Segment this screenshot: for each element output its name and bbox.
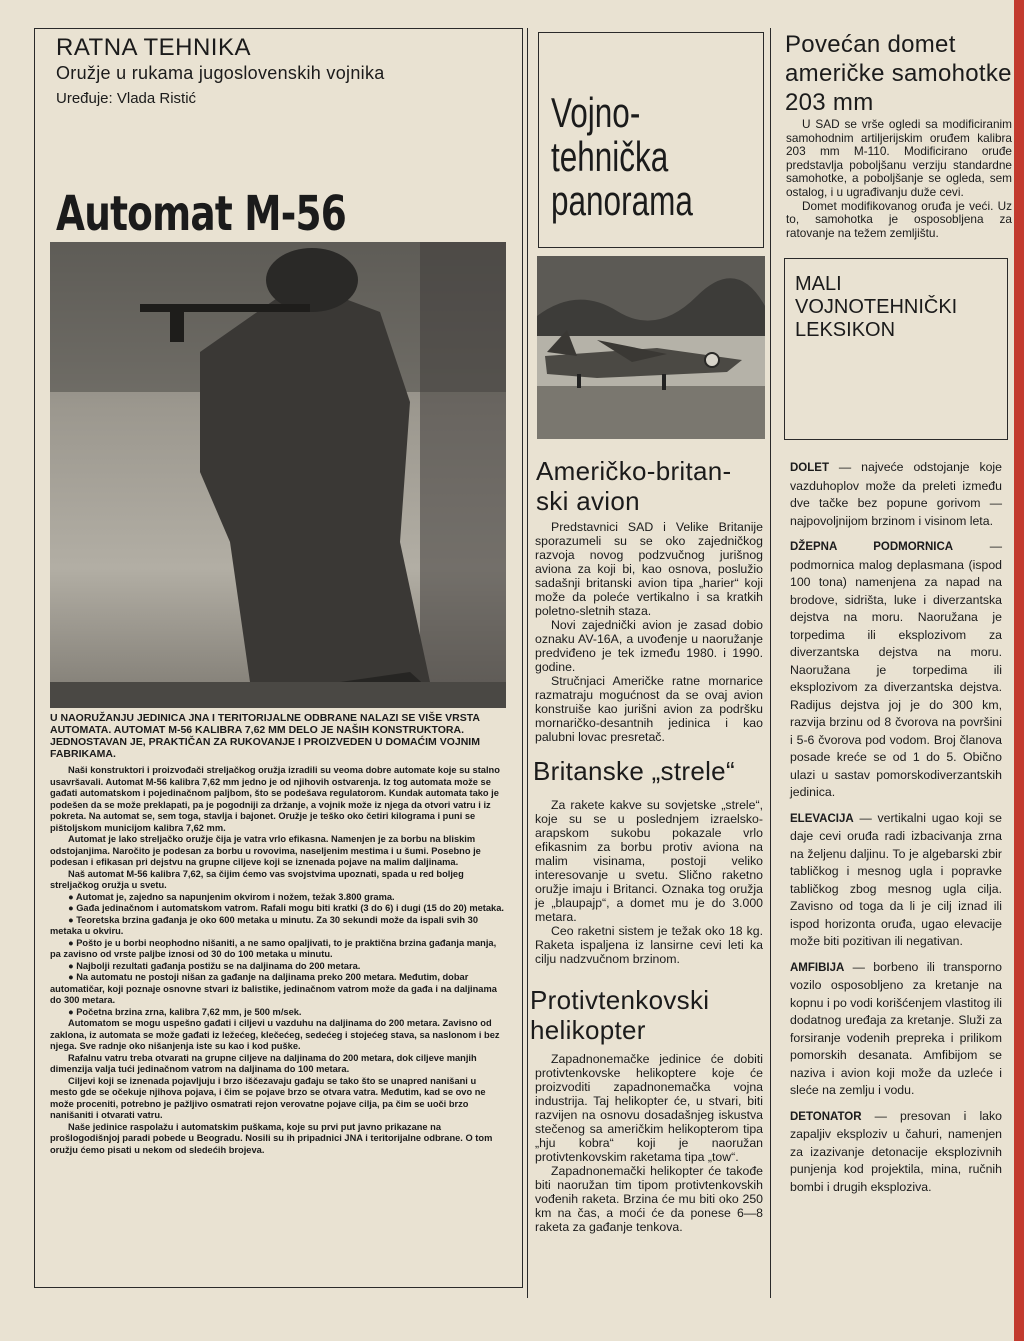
jet-photo	[537, 256, 765, 439]
article3-title: Protivtenkovski helikopter	[530, 985, 710, 1045]
main-paragraph: Rafalnu vatru treba otvarati na grupne ciljeve na daljinama do 200 metara, dok ciljeve manjih dimenzija valja tući jedinačnom vatrom na daljinama do 100 metara.	[50, 1052, 477, 1074]
lexicon-term: DOLET	[790, 462, 829, 474]
article2-paragraph: Za rakete kakve su sovjetske „strele“, koje su se u poslednjem izraelsko-arapskom sukobu pokazale vrlo efikasnim za borbu protiv aviona na malim visinama, postoji veliko interesovanje u svetu. Slično raketno oružje imaju i Britanci. Oznaka tog oružja je „blaupajp“, a domet mu je do 3.000 metara.	[535, 798, 763, 924]
lexicon-definition: — najveće odstojanje koje vazduhoplov može da preleti između dve tačke bez popune gorivom — najpovoljnijom brzinom i visinom leta.	[790, 460, 1002, 528]
lexicon-term: AMFIBIJA	[790, 961, 845, 974]
series-subtitle: Oružje u rukama jugoslovenskih vojnika	[56, 63, 385, 83]
editor-credit: Uređuje: Vlada Ristić	[56, 90, 197, 107]
article4-title: Povećan domet američke samohotke 203 mm	[785, 31, 1012, 116]
lexicon-entry	[790, 959, 1002, 1100]
main-paragraph: Naši konstruktori i proizvođači streljačkog oružja izradili su veoma dobre automate koje su stalno usavršavali. Automat M-56 kalibra 7,62 mm jedno je od njihovih ostvarenja. Iz tog automata može se gađati automatskom i pojedinačnom paljbom, što se podešava regulatorom. Kundak automata tako je podešen da se može preklapati, pa je pogodniji za držanje, a vojnik može iz njega da otvori vatru i iz pokreta. Na automat se, sem toga, stavlja i bajonet. Oružje je teško oko četiri kilograma i puni se pištoljskom municijom kalibra 7,62 mm.	[50, 765, 500, 833]
main-paragraph: Automatom se mogu uspešno gađati i ciljevi u vazduhu na daljinama do 200 metara. Zavisno od zaklona, iz automata se može gađati iz ležećeg, klečećeg, sedećeg i stojećeg stava, sa naslonom i bez njega. Sve radnje oko nišanjenja iste su kao i kod puške.	[50, 1018, 500, 1051]
lexicon-title: MALI VOJNOTEHNIČKI LEKSIKON	[795, 273, 958, 341]
main-paragraph: Ciljevi koji se iznenada pojavljuju i brzo iščezavaju gađaju se tako što se unapred nanišani u mesto gde se očekuje njihova pojava, i čim se pojave brzo se otvara vatra. Međutim, kad se ovo ne može proceniti, potrebno je pažljivo osmatrati rejon verovatne pojave cilja, pa čim se uoči brzo nanišaniti i otvarati vatru.	[50, 1075, 486, 1120]
lexicon-entry	[790, 810, 1002, 951]
main-paragraph: ● Na automatu ne postoji nišan za gađanje na daljinama preko 200 metara. Međutim, dobar automatičar, koji poznaje osnovne stvari iz balistike, jedinačnom vatrom može da gađa i na daljinama do 300 metara.	[50, 972, 497, 1005]
main-paragraph: Automat je lako streljačko oružje čija je vatra vrlo efikasna. Namenjen je za borbu na bliskim odstojanjima. Naročito je podesan za borbu u rovovima, naseljenim mestima i u šumi. Posebno je podesan i efikasan pri dejstvu na grupne ciljeve koji se iznenada pojave na malim daljinama.	[50, 834, 481, 867]
article4-body	[786, 118, 1012, 240]
article1-paragraph: Predstavnici SAD i Velike Britanije sporazumeli su se oko zajedničkog razvoja novog podzvučnog jurišnog aviona za koji bi, kao osnova, poslužio sadašnji britanski avion tipa „harier“ koji može da poleće vertikalno i sa kratkih poletno-sletnih staza.	[535, 520, 763, 618]
lexicon-term: ELEVACIJA	[790, 812, 854, 825]
main-headline: Automat M-56	[56, 186, 347, 242]
panorama-title-box	[538, 32, 764, 248]
lexicon-definition: — borbeno ili transporno vozilo osposobljeno za kretanje na kopnu i po vodi korišćenjem vlastitog ili dodatnog uređaja za kretanje. Služi za forsiranje vodenih prepreka i prilikom pomorskih desanata. Amfibijom se naziva i avion koji može da uzleće i sleće na zemlju i vodu.	[790, 959, 1002, 1097]
panorama-title: Vojno- tehnička panorama	[551, 89, 693, 224]
article1-paragraph: Stručnjaci Američke ratne mornarice razmatraju mogućnost da se ovaj avion konstruiše kao jurišni avion za podršku mornaričko-desantnih jedinica i kao palubni lovac presretač.	[535, 674, 763, 744]
lexicon-entry	[790, 538, 1002, 802]
page-edge-strip	[1014, 0, 1024, 1341]
article2-body	[535, 798, 763, 966]
soldier-photo	[50, 242, 506, 708]
main-paragraph: ● Gađa jedinačnom i automatskom vatrom. Rafali mogu biti kratki (3 do 6) i dugi (15 do 20) metaka.	[68, 903, 504, 913]
main-paragraph: ● Početna brzina zrna, kalibra 7,62 mm, je 500 m/sek.	[68, 1006, 302, 1017]
main-paragraph: ● Teoretska brzina gađanja je oko 600 metaka u minutu. Za 30 sekundi može da ispali svih 30 metaka u okviru.	[50, 914, 478, 936]
photo-caption: U NAORUŽANJU JEDINICA JNA I TERITORIJALNE ODBRANE NALAZI SE VIŠE VRSTA AUTOMATA. AUTOMAT M-56 KALIBRA 7,62 MM DELO JE NAŠIH KONSTRUKTORA. JEDNOSTAVAN JE, PRAKTIČAN ZA RUKOVANJE I PROIZVEDEN U DOMAĆIM VOJNIM FABRIKAMA.	[50, 712, 480, 760]
main-paragraph: Naše jedinice raspolažu i automatskim puškama, koje su prvi put javno prikazane na prošlogodišnjoj paradi pobede u Beogradu. Nosili su ih pripadnici JNA i teritorijalne odbrane. O tom oružju ćemo pisati u nekom od sledećih brojeva.	[50, 1121, 493, 1155]
article1-body	[535, 520, 763, 744]
main-article-body	[50, 765, 505, 1156]
article4-paragraph: U SAD se vrše ogledi sa modificiranim samohodnim artiljerijskim oruđem kalibra 203 mm M-110. Modificirano oruđe predstavlja poboljšanu verziju standardne samohotke, a poboljšanje se ogleda, sem ostalog, i u ugrađivanju duže cevi.	[786, 117, 1012, 199]
lexicon-entry	[790, 459, 1002, 530]
article2-title: Britanske „strele“	[533, 756, 735, 786]
lexicon-entries	[790, 459, 1002, 1204]
main-paragraph: ● Pošto je u borbi neophodno nišaniti, a ne samo opaljivati, to je praktična brzina gađanja manja, pa zavisno od vrste paljbe iznosi od 30 do 100 metaka u minutu.	[50, 937, 497, 959]
jet-illustration	[537, 256, 765, 439]
article1-paragraph: Novi zajednički avion je zasad dobio oznaku AV-16A, a uvođenje u naoružanje predviđeno je tek između 1980. i 1990. godine.	[535, 618, 763, 674]
article3-paragraph: Zapadnonemački helikopter će takođe biti naoružan tim tipom protivtenkovskih vođenih raketa. Brzina će mu biti oko 250 km na čas, a moći će da ponese 6—8 raketa za gađanje tenkova.	[535, 1164, 763, 1234]
lexicon-entry	[790, 1108, 1002, 1197]
main-paragraph: Naš automat M-56 kalibra 7,62, sa čijim ćemo vas svojstvima upoznati, spada u red boljeg streljačkog oružja u svetu.	[50, 868, 464, 890]
lexicon-definition: — presovan i lako zapaljiv eksploziv u čahuri, namenjen za izazivanje detonacije eksplozivnih punjenja kod projektila, mina, ručnih bombi i drugih eksploziva.	[790, 1108, 1002, 1194]
series-title: RATNA TEHNIKA	[56, 34, 251, 61]
soldier-illustration	[50, 242, 506, 708]
lexicon-definition: — podmornica malog deplasmana (ispod 100 tona) namenjena za napad na brodove, sidrišta, luke i diverzantska dejstva na moru. Naoružana je torpedima ili eksplozivom za diverzantska dejstva na moru. Naoružana je torpedima ili eksplozivom za diverzantska dejstva. Radijus dejstva joj je do 300 km, razvija brzinu od 8 čvorova na površini i 5-6 čvorova pod vodom. Broj članova posade kreće se od 1 do 5. Obično ulazi u sastav pomorskodiverzantskih jedinica.	[790, 539, 1002, 799]
lexicon-term: DETONATOR	[790, 1110, 862, 1123]
article1-title: Američko-britan- ski avion	[536, 456, 732, 516]
lexicon-definition: — vertikalni ugao koji se daje cevi oruđa radi izbacivanja zrna na željenu daljinu. To je algebarski zbir tabličkog i mesnog ugla i popravke tabličkog zbog mesnog ugla cilja. Zavisno od toga da li je cilj iznad ili ispod horizonta oruđa, ugao elevacije može biti pozitivan ili negativan.	[790, 810, 1002, 948]
article4-paragraph: Domet modifikovanog oruđa je veći. Uz to, samohotka je osposobljena za ratovanje na težem zemljištu.	[786, 198, 1012, 240]
lexicon-title-box	[784, 258, 1008, 440]
article3-body	[535, 1052, 763, 1234]
main-paragraph: ● Automat je, zajedno sa napunjenim okvirom i nožem, težak 3.800 grama.	[68, 891, 395, 902]
article2-paragraph: Ceo raketni sistem je težak oko 18 kg. Raketa ispaljena iz lansirne cevi leti ka cilju nadzvučnom brzinom.	[535, 924, 763, 966]
article3-paragraph: Zapadnonemačke jedinice će dobiti protivtenkovske helikoptere koje će proizvoditi zapadnonemačka vojna industrija. Taj helikopter će, u stvari, biti razvijen na osnovu dosadašnjeg iskustva stečenog sa američkim helikopterom tipa „hju kobra“ koji je naoružan protivtenkovskim raketama tipa „tow“.	[535, 1052, 763, 1164]
lexicon-term: DŽEPNA PODMORNICA	[790, 541, 954, 553]
main-paragraph: ● Najbolji rezultati gađanja postižu se na daljinama do 200 metara.	[68, 960, 361, 971]
